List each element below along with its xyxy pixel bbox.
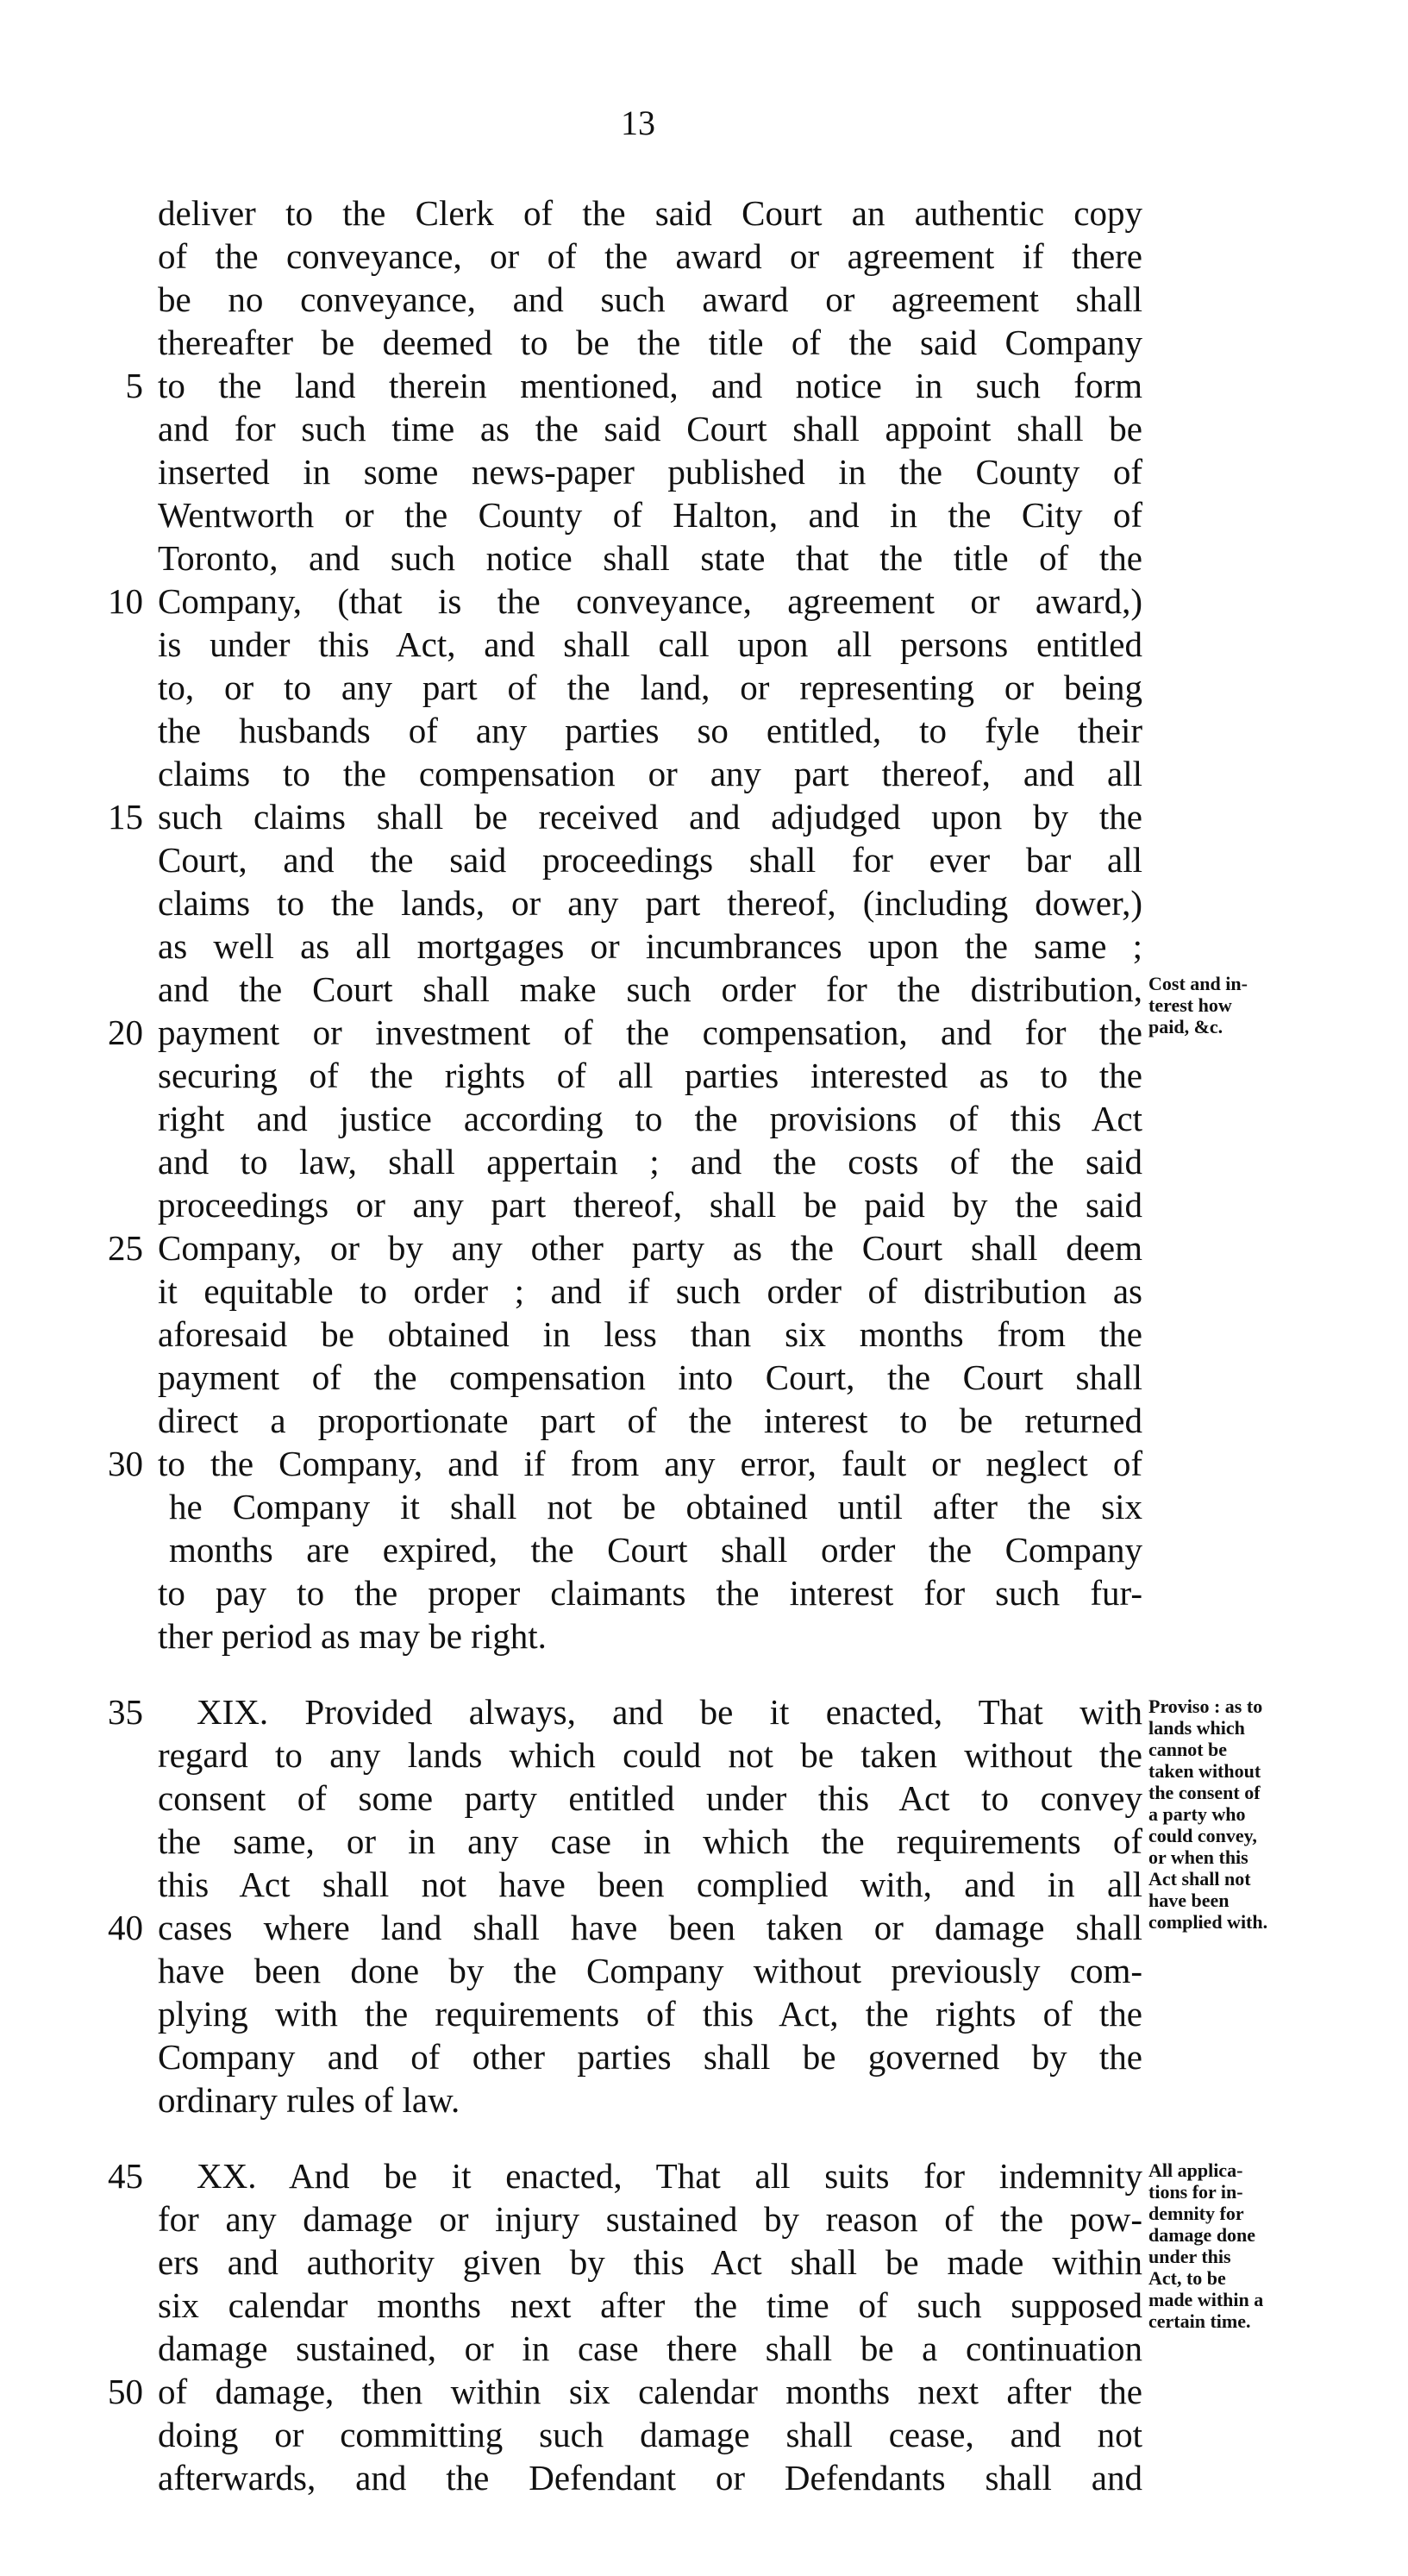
margin-note-line: made within a [1148, 2289, 1264, 2310]
text-line: is under this Act, and shall call upon all persons entitled [158, 624, 1142, 664]
text-line: the husbands of any parties so entitled, to fyle their [158, 711, 1142, 750]
text-line: claims to the compensation or any part thereof, and all [158, 754, 1142, 793]
text-line: six calendar months next after the time of such supposed [158, 2285, 1142, 2325]
text-line: ordinary rules of law. [158, 2080, 460, 2120]
text-line: direct a proportionate part of the interest to be returned [158, 1401, 1142, 1440]
line-number: 15 [108, 797, 143, 837]
text-line: Company, or by any other party as the Court shall deem [158, 1228, 1142, 1268]
text-line: to pay to the proper claimants the interest for such fur- [158, 1573, 1142, 1613]
text-line: inserted in some news-paper published in the County of [158, 452, 1142, 492]
text-line: right and justice according to the provisions of this Act [158, 1099, 1142, 1138]
line-number: 30 [108, 1444, 143, 1483]
text-line: ther period as may be right. [158, 1616, 547, 1656]
text-line: damage sustained, or in case there shall be a continuation [158, 2328, 1142, 2368]
text-line: and for such time as the said Court shall appoint shall be [158, 409, 1142, 448]
margin-note-line: under this [1148, 2246, 1231, 2267]
margin-note-line: damage done [1148, 2224, 1256, 2246]
text-line: and to law, shall appertain ; and the costs of the said [158, 1142, 1142, 1181]
text-line: cases where land shall have been taken or damage shall [158, 1908, 1142, 1947]
text-line: to the Company, and if from any error, fault or neglect of [158, 1444, 1142, 1483]
margin-note-line: paid, &c. [1148, 1016, 1223, 1037]
line-number: 10 [108, 581, 143, 621]
margin-note-line: All applica- [1148, 2159, 1243, 2181]
margin-note-line: certain time. [1148, 2310, 1251, 2332]
text-line: the same, or in any case in which the requirements of [158, 1821, 1142, 1861]
margin-note-line: taken without [1148, 1760, 1261, 1782]
text-line: Wentworth or the County of Halton, and in the City of [158, 495, 1142, 535]
text-line: afterwards, and the Defendant or Defendants shall and [158, 2458, 1142, 2498]
text-line: Company, (that is the conveyance, agreement or award,) [158, 581, 1142, 621]
text-line: Court, and the said proceedings shall for ever bar all [158, 840, 1142, 880]
text-line: deliver to the Clerk of the said Court an authentic copy [158, 193, 1142, 233]
text-line: to, or to any part of the land, or representing or being [158, 668, 1142, 707]
text-line: of damage, then within six calendar months next after the [158, 2372, 1142, 2411]
line-number: 50 [108, 2372, 143, 2411]
margin-note-line: Cost and in- [1148, 973, 1248, 994]
text-line: Company and of other parties shall be governed by the [158, 2037, 1142, 2077]
margin-note-line: the consent of [1148, 1782, 1261, 1803]
text-line: payment of the compensation into Court, the Court shall [158, 1357, 1142, 1397]
text-line: for any damage or injury sustained by reason of the pow- [158, 2199, 1142, 2239]
text-line: he Company it shall not be obtained until after the six [169, 1487, 1142, 1526]
margin-note-line: Act shall not [1148, 1868, 1251, 1890]
text-line: Toronto, and such notice shall state that the title of the [158, 538, 1142, 578]
text-line: such claims shall be received and adjudged upon by the [158, 797, 1142, 837]
text-line: aforesaid be obtained in less than six months from the [158, 1314, 1142, 1354]
margin-note-line: could convey, [1148, 1825, 1257, 1846]
line-number: 45 [108, 2156, 143, 2196]
text-line: consent of some party entitled under this Act to convey [158, 1778, 1142, 1818]
text-line: doing or committing such damage shall cease, and not [158, 2415, 1142, 2454]
margin-note-line: lands which [1148, 1717, 1245, 1739]
margin-note-line: demnity for [1148, 2203, 1244, 2224]
text-line: claims to the lands, or any part thereof, (including dower,) [158, 883, 1142, 923]
page-number: 13 [621, 103, 655, 142]
margin-note-line: terest how [1148, 994, 1232, 1016]
text-line: regard to any lands which could not be taken without the [158, 1735, 1142, 1775]
section-heading-line: XX. And be it enacted, That all suits for indemnity [197, 2156, 1142, 2196]
text-line: thereafter be deemed to be the title of the said Company [158, 323, 1142, 362]
text-line: it equitable to order ; and if such order of distribution as [158, 1271, 1142, 1311]
section-heading-line: XIX. Provided always, and be it enacted, That with [197, 1692, 1142, 1732]
text-line: this Act shall not have been complied with, and in all [158, 1865, 1142, 1904]
margin-note-line: tions for in- [1148, 2181, 1243, 2203]
line-number: 20 [108, 1012, 143, 1052]
text-line: and the Court shall make such order for the distribution, [158, 969, 1142, 1009]
margin-note-line: Proviso : as to [1148, 1695, 1263, 1717]
text-line: as well as all mortgages or incumbrances upon the same ; [158, 926, 1142, 966]
margin-note-line: cannot be [1148, 1739, 1228, 1760]
text-line: to the land therein mentioned, and notice in such form [158, 366, 1142, 405]
line-number: 35 [108, 1692, 143, 1732]
text-line: months are expired, the Court shall order the Company [169, 1530, 1142, 1570]
margin-note-line: or when this [1148, 1846, 1248, 1868]
line-number: 5 [125, 366, 143, 405]
margin-note-line: Act, to be [1148, 2267, 1226, 2289]
text-line: payment or investment of the compensation, and for the [158, 1012, 1142, 1052]
margin-note-line: have been [1148, 1890, 1230, 1911]
line-number: 40 [108, 1908, 143, 1947]
text-line: of the conveyance, or of the award or agreement if there [158, 236, 1142, 276]
text-line: ers and authority given by this Act shall be made within [158, 2242, 1142, 2282]
margin-note-line: a party who [1148, 1803, 1246, 1825]
text-line: securing of the rights of all parties interested as to the [158, 1056, 1142, 1095]
text-line: have been done by the Company without previously com- [158, 1951, 1142, 1990]
text-line: plying with the requirements of this Act, the rights of the [158, 1994, 1142, 2034]
line-number: 25 [108, 1228, 143, 1268]
text-line: proceedings or any part thereof, shall be paid by the said [158, 1185, 1142, 1225]
margin-note-line: complied with. [1148, 1911, 1268, 1933]
text-line: be no conveyance, and such award or agreement shall [158, 279, 1142, 319]
